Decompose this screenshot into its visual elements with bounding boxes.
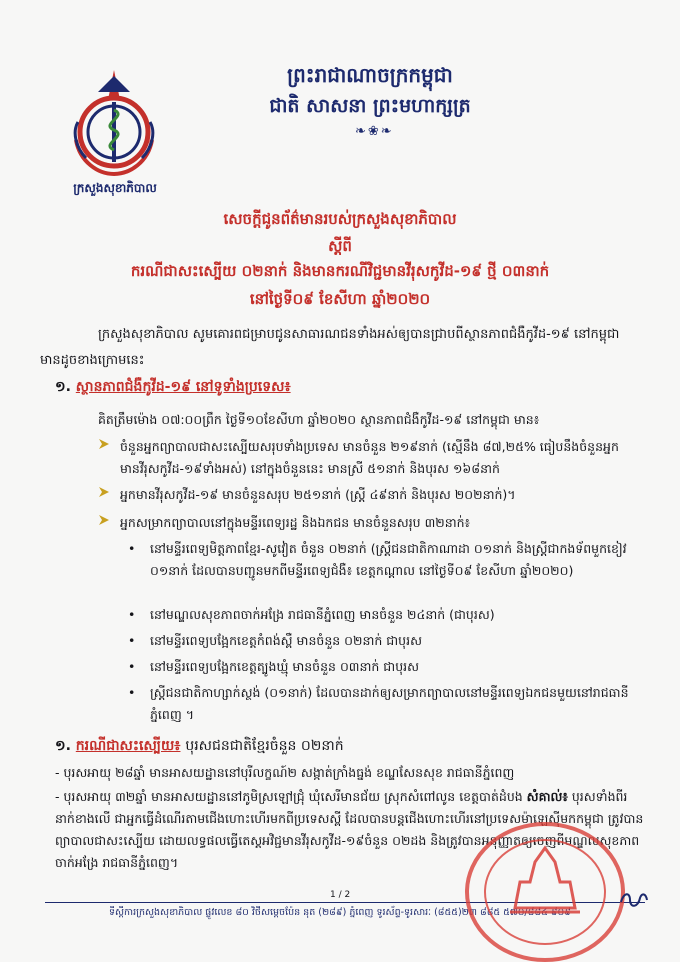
recovered-case-1: - បុរសអាយុ ២៨ឆ្នាំ មានអាសយដ្ឋាននៅបុរីលក្ខណ៍២ សង្កាត់ក្រាំងធ្នង់ ខណ្ឌសែនសុខ រាជធានីភ្នំពេញ bbox=[55, 765, 515, 780]
bullet-dot-icon: • bbox=[128, 607, 136, 622]
arrow-bullet-icon bbox=[98, 514, 110, 526]
ministry-label: ក្រសួងសុខាភិបាល bbox=[73, 181, 157, 195]
as-of-statement: គិតត្រឹមម៉ោង ០៧:០០ព្រឹក ថ្ងៃទី១០ខែសីហា ឆ្នាំ២០២០ ស្ថានភាពជំងឺកូវីដ-១៩ នៅកម្ពុជា មាន៖ bbox=[98, 412, 540, 427]
intro-paragraph: ក្រសួងសុខាភិបាល សូមគោរពជម្រាបជូនសាធារណជនទាំងអស់ឲ្យបានជ្រាបពីស្ថានភាពជំងឺកូវីដ-១៩ នៅកម្ពុជា មានដូចខាងក្រោមនេះ bbox=[40, 327, 620, 368]
list-item: អ្នកសម្រាកព្យាបាលនៅក្នុងមន្ទីរពេទ្យរដ្ឋ និងឯកជន មានចំនួនសរុប ៣២នាក់៖ bbox=[98, 512, 638, 534]
bullet-dot-icon: • bbox=[128, 541, 136, 556]
arrow-bullet-icon bbox=[98, 486, 110, 498]
title-date: នៅថ្ងៃទី០៩ ខែសីហា ឆ្នាំ២០២០ bbox=[249, 290, 431, 308]
section-2-heading: ១. ករណីជាសះស្បើយ៖ បុរសជនជាតិខ្មែរចំនួន ០២នាក់ bbox=[55, 738, 344, 754]
bullet-dot-icon: • bbox=[128, 633, 136, 648]
signature-mark bbox=[618, 888, 650, 912]
bullet-dot-icon: • bbox=[128, 685, 136, 700]
sub-list-item: • នៅមន្ទីរពេទ្យមិត្តភាពខ្មែរ-សូវៀត ចំនួន ០២នាក់ (ស្ត្រីជនជាតិកាណាដា ០១នាក់ និងស្ត្រីជាកងទ័ពមួកខៀវ ០១នាក់ ដែលបានបញ្ជូនមកពីមន្ទីរពេទ្យជំងឺ៖ ខេត្តកណ្ដាល នៅថ្ងៃទី០៩ ខែសីហា ឆ្នាំ២០២០) bbox=[128, 538, 638, 582]
page-number: 1 / 2 bbox=[330, 890, 351, 900]
recovered-case-2: - បុរសអាយុ ៣២ឆ្នាំ មានអាសយដ្ឋាននៅភូមិស្រឡៅជ្រុំ ឃុំសេរីមានជ័យ ស្រុកសំពៅលូន ខេត្តបាត់ដំបង សំគាល់៖ បុរសទាំងពីរនាក់ខាងលើ ជាអ្នកធ្វើដំណើរតាមជើងហោះហើរមកពីប្រទេសស្ពី ដែលបានបន្តជើងហោះហើរនៅប្រទេសម៉ាឡេស៊ីមកកម្ពុជា ត្រូវបានព្យាបាលជាសះស្បើយ ដោយលទ្ធផលធ្វើតេស្តអវិជ្ជមានវីរុសកូវីដ-១៩ចំនួន ០២ដង និងត្រូវបានអនុញ្ញាតឲ្យចេញពីមណ្ឌលសុខភាពចាក់អង្រែ រាជធានីភ្នំពេញ។ bbox=[55, 789, 644, 870]
sub-list-item: • នៅមន្ទីរពេទ្យបង្អែកខេត្តត្បូងឃ្មុំ មានចំនួន ០៣នាក់ ជាបុរស bbox=[128, 656, 638, 678]
arrow-bullet-icon bbox=[98, 438, 110, 450]
section-1-heading: ១. ស្ថានភាពជំងឺកូវីដ-១៩ នៅទូទាំងប្រទេស៖ bbox=[55, 379, 291, 395]
official-seal-stamp bbox=[460, 812, 630, 962]
kingdom-title: ព្រះរាជាណាចក្រកម្ពុជា bbox=[287, 63, 453, 87]
sub-list-item: • នៅមន្ទីរពេទ្យបង្អែកខេត្តកំពង់ស្ពឺ មានចំនួន ០២នាក់ ជាបុរស bbox=[128, 630, 638, 652]
footer-address: ទីស្តីការក្រសួងសុខាភិបាល ផ្លូវលេខ ៨០ វិថីសម្តេចប៉ែន នុត (២៨៩) ភ្នំពេញ ទូរស័ព្ទ-ទូរសារៈ (៨៥៥)២៣ ៨៨៥ ៥៧០/៨៨៤ ៩០៩ bbox=[108, 907, 572, 918]
list-item: អ្នកមានវីរុសកូវីដ-១៩ មានចំនួនសរុប ២៥១នាក់ (ស្ត្រី ៤៩នាក់ និងបុរស ២០២នាក់)។ bbox=[98, 484, 638, 506]
national-motto: ជាតិ សាសនា ព្រះមហាក្សត្រ bbox=[269, 95, 471, 117]
sub-list-item: • នៅមណ្ឌលសុខភាពចាក់អង្រែ រាជធានីភ្នំពេញ មានចំនួន ២៤នាក់ (ជាបុរស) bbox=[128, 604, 638, 626]
title-about: ស្តីពី bbox=[328, 237, 352, 255]
press-release-title: សេចក្តីជូនព័ត៌មានរបស់ក្រសួងសុខាភិបាល bbox=[223, 210, 457, 228]
ministry-emblem-icon bbox=[58, 62, 170, 182]
sub-list-item: • ស្ត្រីជនជាតិកាហ្សាក់ស្ថង់ (០១នាក់) ដែលបានដាក់ឲ្យសម្រាកព្យាបាលនៅមន្ទីរពេទ្យឯកជនមួយនៅរាជធានីភ្នំពេញ ។ bbox=[128, 682, 638, 726]
title-subject: ករណីជាសះស្បើយ ០២នាក់ និងមានករណីវិជ្ជមានវីរុសកូវីដ-១៩ ថ្មី ០៣នាក់ bbox=[130, 262, 550, 280]
bullet-dot-icon: • bbox=[128, 659, 136, 674]
ornament-divider: ❧❀❧ bbox=[355, 124, 394, 139]
list-item: ចំនួនអ្នកព្យាបាលជាសះស្បើយសរុបទាំងប្រទេស មានចំនួន ២១៩នាក់ (ស្មើនឹង ៨៧,២៥% ធៀបនឹងចំនួនអ្នកមានវីរុសកូវីដ-១៩ទាំងអស់) នៅក្នុងចំនួននេះ មានស្រី ៥១នាក់ និងបុរស ១៦៨នាក់ bbox=[98, 436, 638, 480]
